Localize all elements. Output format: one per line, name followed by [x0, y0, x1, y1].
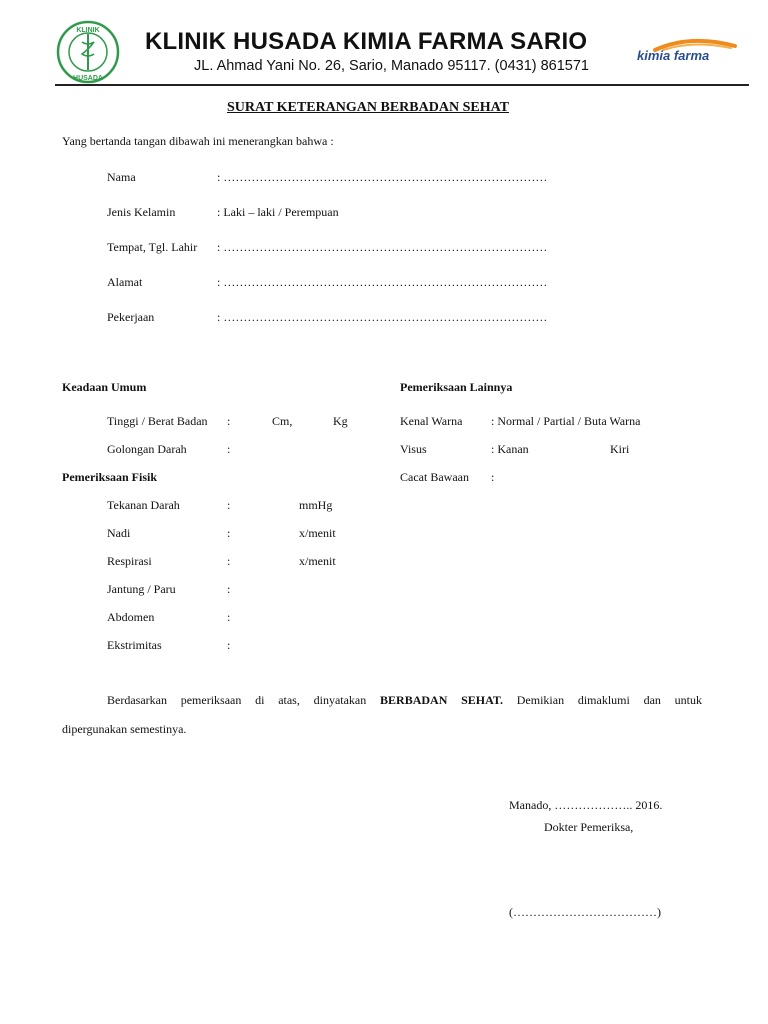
identity-value-alamat: : ………………………………………………………………………: [217, 275, 548, 289]
identity-value-jenis-kelamin: : Laki – laki / Perempuan: [217, 205, 339, 219]
berat-unit: Kg: [333, 414, 348, 428]
identity-label-nama: Nama: [107, 170, 136, 184]
fisik-label-nadi: Nadi: [107, 526, 131, 540]
fisik-label-jantung-paru: Jantung / Paru: [107, 582, 176, 596]
conclusion-post: Demikian dimaklumi dan untuk: [503, 693, 702, 707]
identity-value-nama: : ………………………………………………………………………: [217, 170, 548, 184]
kimia-farma-logo: [635, 36, 747, 66]
intro-text: Yang bertanda tangan dibawah ini menerangkan bahwa :: [62, 134, 334, 148]
identity-label-alamat: Alamat: [107, 275, 143, 289]
conclusion-pre: Berdasarkan pemeriksaan di atas, dinyatakan: [107, 693, 381, 707]
clinic-name: KLINIK HUSADA KIMIA FARMA SARIO: [145, 28, 588, 55]
pemeriksaan-fisik-heading: Pemeriksaan Fisik: [62, 470, 157, 484]
fisik-colon-respirasi: :: [227, 554, 231, 568]
tinggi-berat-label: Tinggi / Berat Badan: [107, 414, 208, 428]
fisik-colon-nadi: :: [227, 526, 231, 540]
fisik-colon-abdomen: :: [227, 610, 231, 624]
fisik-colon-jantung-paru: :: [227, 582, 231, 596]
tinggi-berat-colon: :: [227, 414, 231, 428]
visus-label: Visus: [400, 442, 427, 456]
conclusion-paragraph: [107, 693, 702, 708]
identity-label-jenis-kelamin: Jenis Kelamin: [107, 205, 176, 219]
fisik-label-respirasi: Respirasi: [107, 554, 152, 568]
signature-place-date: Manado, ……………….. 2016.: [509, 798, 663, 812]
tinggi-unit: Cm,: [272, 414, 293, 428]
keadaan-umum-heading: Keadaan Umum: [62, 380, 147, 394]
visus-kiri: Kiri: [610, 442, 630, 456]
cacat-bawaan-colon: :: [491, 470, 495, 484]
clinic-address: JL. Ahmad Yani No. 26, Sario, Manado 95117. (0431) 861571: [194, 58, 589, 74]
visus-kanan: : Kanan: [491, 442, 529, 456]
fisik-label-abdomen: Abdomen: [107, 610, 155, 624]
svg-text:KLINIK: KLINIK: [76, 27, 100, 34]
signature-name-line: (………………………………): [509, 905, 661, 919]
fisik-label-ekstrimitas: Ekstrimitas: [107, 638, 162, 652]
conclusion-line-2: dipergunakan semestinya.: [62, 722, 187, 736]
kenal-warna-value: : Normal / Partial / Buta Warna: [491, 414, 641, 428]
header-divider: [55, 84, 749, 86]
kenal-warna-label: Kenal Warna: [400, 414, 463, 428]
identity-label-pekerjaan: Pekerjaan: [107, 310, 155, 324]
fisik-colon-ekstrimitas: :: [227, 638, 231, 652]
fisik-unit-tekanan-darah: mmHg: [299, 498, 333, 512]
fisik-colon-tekanan-darah: :: [227, 498, 231, 512]
pemeriksaan-lainnya-heading: Pemeriksaan Lainnya: [400, 380, 513, 394]
svg-text:HUSADA: HUSADA: [73, 75, 103, 82]
fisik-unit-respirasi: x/menit: [299, 554, 336, 568]
identity-value-pekerjaan: : ………………………………………………………………………: [217, 310, 548, 324]
golongan-darah-colon: :: [227, 442, 231, 456]
conclusion-bold: BERBADAN SEHAT.: [380, 693, 504, 707]
identity-value-tempat-lahir: : ………………………………………………………………………: [217, 240, 548, 254]
kimia-farma-logo-text: kimia farma: [637, 48, 710, 63]
signature-role: Dokter Pemeriksa,: [544, 820, 634, 834]
identity-label-tempat-lahir: Tempat, Tgl. Lahir: [107, 240, 198, 254]
clinic-logo: [56, 20, 120, 84]
fisik-label-tekanan-darah: Tekanan Darah: [107, 498, 180, 512]
cacat-bawaan-label: Cacat Bawaan: [400, 470, 469, 484]
golongan-darah-label: Golongan Darah: [107, 442, 187, 456]
fisik-unit-nadi: x/menit: [299, 526, 336, 540]
document-title: SURAT KETERANGAN BERBADAN SEHAT: [227, 100, 509, 115]
